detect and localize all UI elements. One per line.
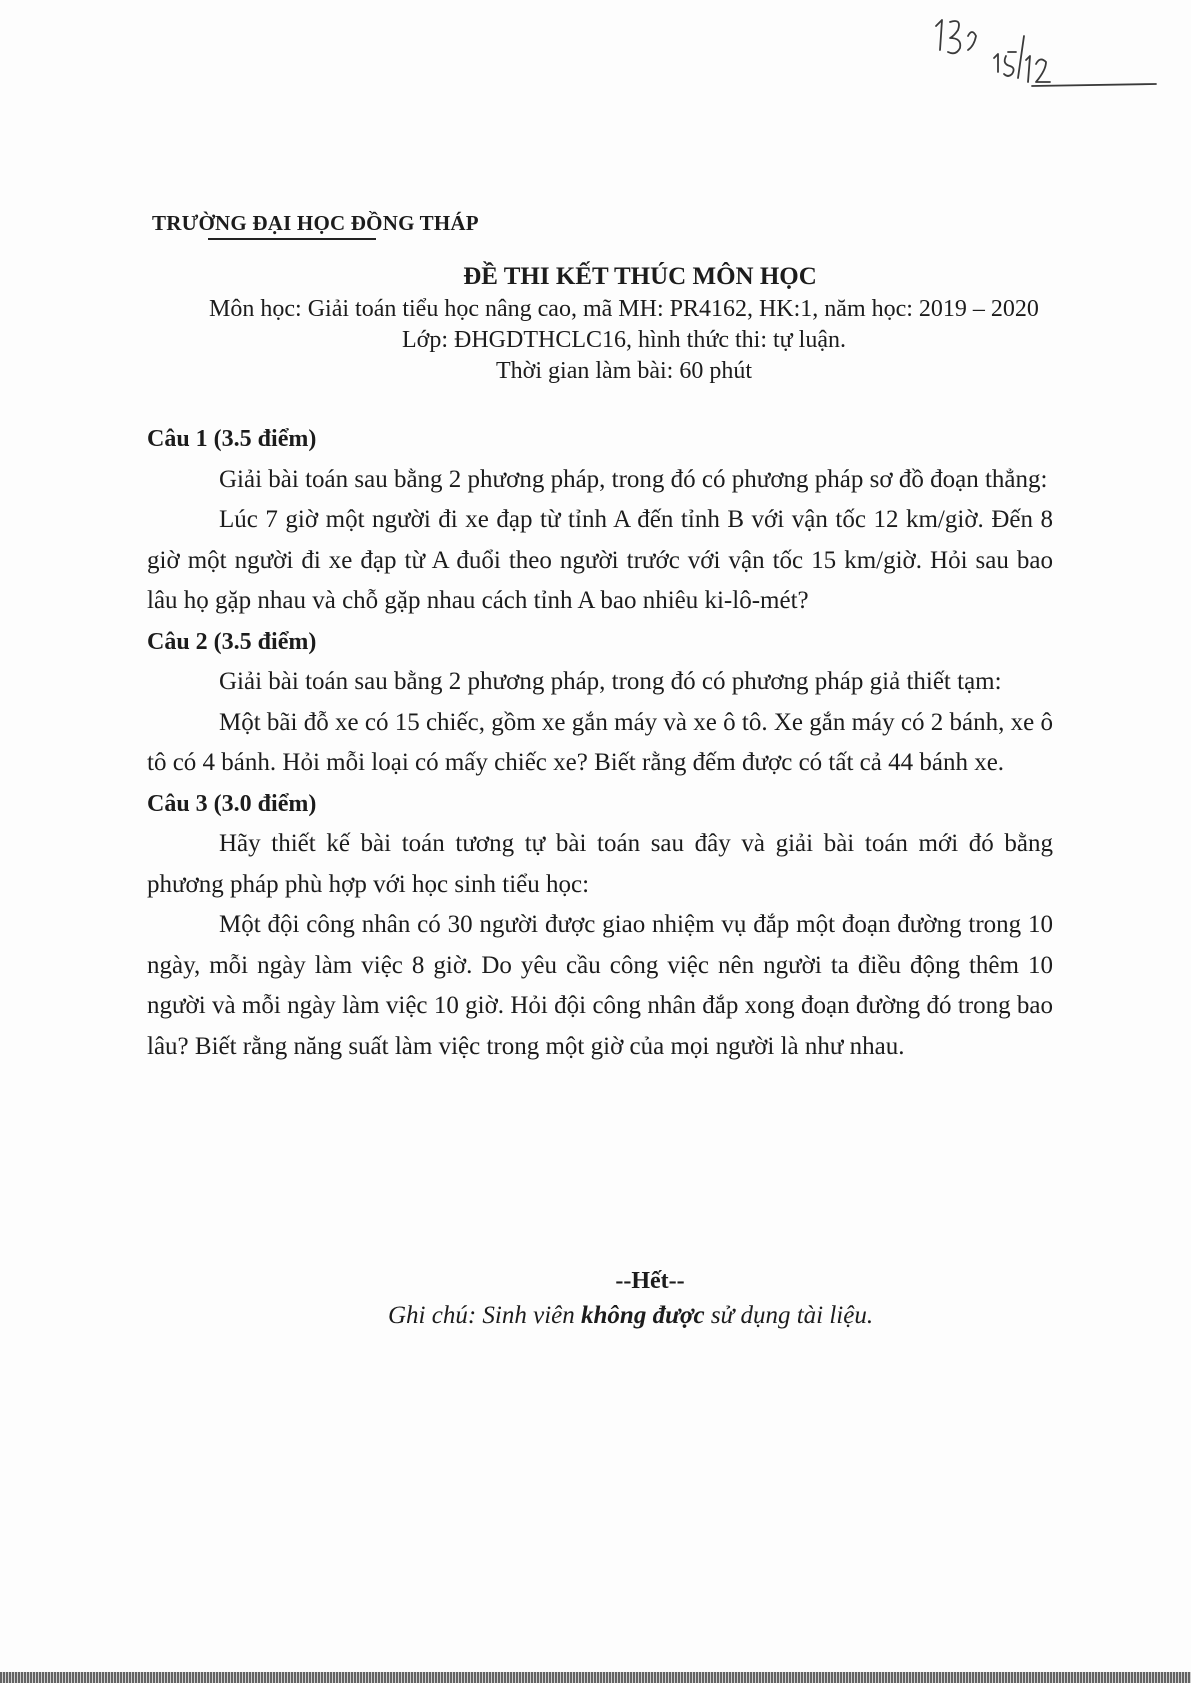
exam-body bbox=[147, 419, 1053, 1067]
note-prefix: Ghi chú: Sinh viên bbox=[388, 1302, 582, 1329]
class-line: Lớp: ĐHGDTHCLC16, hình thức thi: tự luận. bbox=[401, 327, 846, 353]
question-instruction: Giải bài toán sau bằng 2 phương pháp, trong đó có phương pháp giả thiết tạm: bbox=[219, 668, 1002, 695]
school-name: TRƯỜNG ĐẠI HỌC ĐỒNG THÁP bbox=[152, 211, 479, 235]
question-heading: Câu 2 (3.5 điểm) bbox=[147, 628, 317, 655]
exam-note bbox=[388, 1302, 873, 1330]
question-instruction: Hãy thiết kế bài toán tương tự bài toán sau đây và giải bài toán mới đó bằng phương pháp phù hợp với học sinh tiểu học: bbox=[147, 830, 1053, 898]
end-mark: --Hết-- bbox=[615, 1268, 685, 1294]
question-heading: Câu 1 (3.5 điểm) bbox=[147, 426, 317, 452]
time-line: Thời gian làm bài: 60 phút bbox=[496, 358, 752, 384]
subject-line: Môn học: Giải toán tiểu học nâng cao, mã MH: PR4162, HK:1, năm học: 2019 – 2020 bbox=[209, 296, 1039, 322]
question-2 bbox=[147, 622, 1053, 784]
question-heading: Câu 3 (3.0 điểm) bbox=[147, 790, 317, 817]
question-instruction: Giải bài toán sau bằng 2 phương pháp, trong đó có phương pháp sơ đồ đoạn thẳng: bbox=[219, 465, 1048, 493]
question-problem: Lúc 7 giờ một người đi xe đạp từ tỉnh A đến tỉnh B với vận tốc 12 km/giờ. Đến 8 giờ một người đi xe đạp từ A đuổi theo người trước với vận tốc 15 km/giờ. Hỏi sau bao lâu họ gặp nhau và chỗ gặp nhau cách tỉnh A bao nhiêu ki-lô-mét? bbox=[147, 506, 1053, 614]
question-problem: Một bãi đỗ xe có 15 chiếc, gồm xe gắn máy và xe ô tô. Xe gắn máy có 2 bánh, xe ô tô có 4 bánh. Hỏi mỗi loại có mấy chiếc xe? Biết rằng đếm được có tất cả 44 bánh xe. bbox=[147, 708, 1053, 776]
question-problem: Một đội công nhân có 30 người được giao nhiệm vụ đắp một đoạn đường trong 10 ngày, mỗi ngày làm việc 8 giờ. Do yêu cầu công việc nên người ta điều động thêm 10 người và mỗi ngày làm việc 10 giờ. Hỏi đội công nhân đắp xong đoạn đường đó trong bao lâu? Biết rằng năng suất làm việc trong một giờ của mọi người là như nhau. bbox=[147, 911, 1053, 1060]
handwritten-annotation bbox=[928, 6, 1160, 94]
question-3 bbox=[147, 784, 1053, 1068]
school-underline bbox=[208, 238, 376, 240]
scan-edge bbox=[0, 1672, 1191, 1683]
note-suffix: sử dụng tài liệu. bbox=[704, 1302, 874, 1329]
note-emphasis: không được bbox=[581, 1302, 705, 1329]
question-1 bbox=[147, 419, 1053, 622]
exam-title: ĐỀ THI KẾT THÚC MÔN HỌC bbox=[463, 263, 817, 290]
